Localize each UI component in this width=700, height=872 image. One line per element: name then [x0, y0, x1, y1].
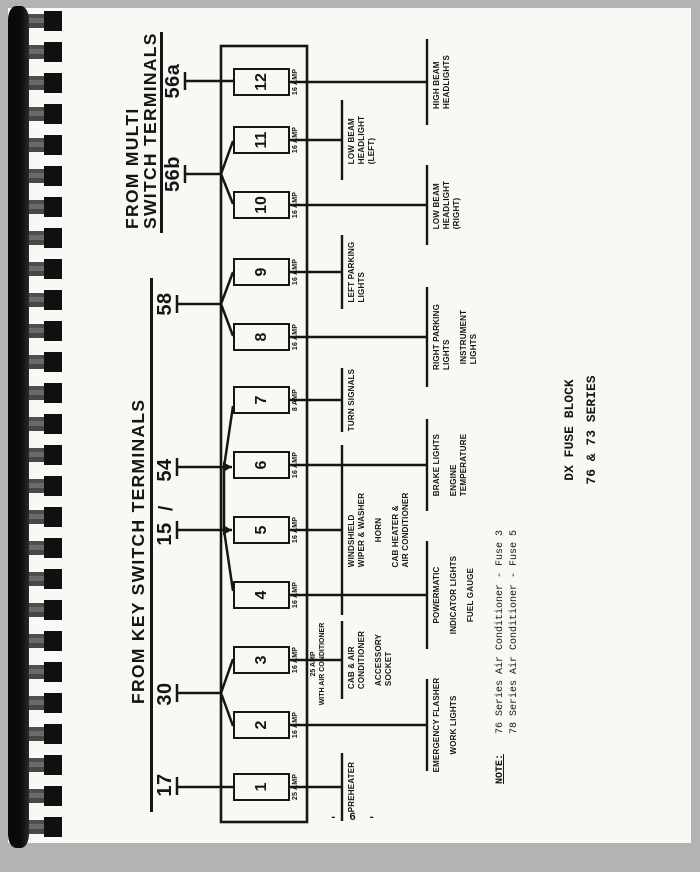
fuse-3-amp-label: 16 AMP [292, 646, 299, 674]
fuse-4-amp-label: 16 AMP [292, 581, 299, 609]
fuse-12-load-label: HIGH BEAM HEADLIGHTS [432, 55, 451, 109]
page [8, 8, 691, 843]
binding-spine [8, 6, 29, 848]
terminal-label-17: 17 [154, 773, 176, 797]
note [495, 754, 506, 784]
multi-switch-group-title-line2: SWITCH TERMINALS [140, 32, 160, 229]
note-lines [494, 530, 522, 734]
terminal-label-58: 58 [154, 292, 176, 316]
multi-switch-group-title-line1: FROM MULTI [122, 107, 142, 229]
fuse-8-box: 8 [233, 323, 290, 351]
fuse-8-load-label: RIGHT PARKING LIGHTS INSTRUMENT LIGHTS [432, 304, 478, 371]
fuse-7-amp-label: 8 AMP [292, 388, 299, 412]
fuse-7-box: 7 [233, 386, 290, 414]
fuse-12-box: 12 [233, 68, 290, 96]
fuse-9-load-label: LEFT PARKING LIGHTS [347, 241, 366, 303]
note-line-2: 78 Series Air Conditioner - Fuse 5 [509, 529, 520, 734]
fuse-3-amp-extra-label: 25 AMP WITH AIR CONDITIONER [310, 622, 326, 706]
note-line-1: 76 Series Air Conditioner - Fuse 3 [495, 529, 506, 734]
caption-line-2: 76 & 73 SERIES [584, 375, 599, 485]
fuse-11-load-label: LOW BEAM HEADLIGHT (LEFT) [347, 115, 376, 165]
terminal-label-15: 15 [154, 522, 176, 546]
caption-line-1: DX FUSE BLOCK [562, 379, 577, 481]
binding-caps [44, 6, 62, 848]
fuse-4-load-label: POWERMATIC INDICATOR LIGHTS FUEL GAUGE [432, 555, 475, 635]
terminal-label-54: 54 [154, 458, 176, 482]
fuse-1-box: 1 [233, 773, 290, 801]
fuse-10-box: 10 [233, 191, 290, 219]
fuse-2-box: 2 [233, 711, 290, 739]
fuse-4-box: 4 [233, 581, 290, 609]
fuse-8-amp-label: 16 AMP [292, 323, 299, 351]
fuse-5-amp-label: 16 AMP [292, 516, 299, 544]
fuse-10-load-label: LOW BEAM HEADLIGHT (RIGHT) [432, 180, 461, 230]
fuse-9-box: 9 [233, 258, 290, 286]
key-switch-group-title: FROM KEY SWITCH TERMINALS [128, 398, 148, 704]
fuse-6-box: 6 [233, 451, 290, 479]
fuse-3-box: 3 [233, 646, 290, 674]
terminal-label-56a: 56a [162, 63, 184, 99]
fuse-5-load-label: WINDSHIELD WIPER & WASHER HORN CAB HEATER & AIR CONDITIONER [347, 492, 410, 568]
fuse-7-load-label: TURN SIGNALS [347, 368, 356, 432]
fuse-1-load-label: PREHEATER [347, 761, 356, 813]
fuse-12-amp-label: 16 AMP [292, 68, 299, 96]
fuse-block-diagram [120, 30, 600, 830]
fuse-5-box: 5 [233, 516, 290, 544]
fuse-2-load-label: EMERGENCY FLASHER WORK LIGHTS [432, 677, 458, 773]
terminal-label-56b: 56b [162, 156, 184, 192]
note-label: NOTE: [495, 753, 506, 784]
terminal-label-30: 30 [154, 682, 176, 706]
key-switch-group-underline [150, 278, 153, 812]
diagram-caption [559, 345, 603, 515]
fuse-9-amp-label: 16 AMP [292, 258, 299, 286]
terminal-label-slash: / [156, 505, 177, 511]
fuse-2-amp-label: 16 AMP [292, 711, 299, 739]
fuse-3-load-label: CAB & AIR CONDITIONER ACCESSORY SOCKET [347, 630, 393, 690]
spiral-binding [0, 0, 70, 854]
fuse-11-amp-label: 16 AMP [292, 126, 299, 154]
fuse-1-amp-label: 25 AMP [292, 773, 299, 801]
fuse-6-load-label: BRAKE LIGHTS ENGINE TEMPERATURE [432, 433, 468, 497]
fuse-10-amp-label: 16 AMP [292, 191, 299, 219]
fuse-6-amp-label: 16 AMP [292, 451, 299, 479]
page-number: - 6 - [330, 812, 379, 824]
fuse-11-box: 11 [233, 126, 290, 154]
